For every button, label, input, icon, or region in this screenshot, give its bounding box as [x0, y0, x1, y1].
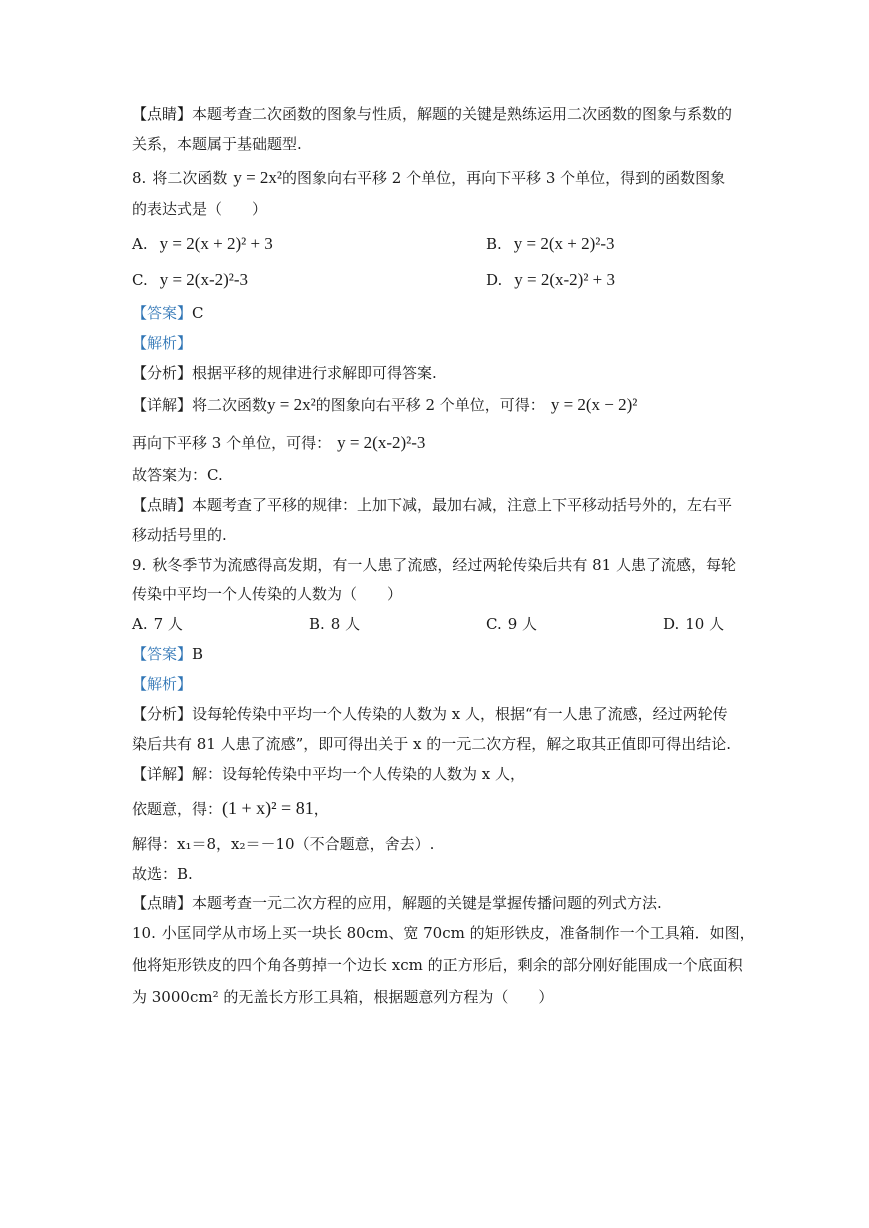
fenxi-tag: 【分析】: [132, 364, 193, 382]
q8-function: y = 2x²: [233, 168, 283, 187]
detail-text-2: 的图象向右平移 2 个单位，可得：: [315, 396, 545, 414]
q8-detail-line1: [132, 395, 637, 417]
fenxi-text: 根据平移的规律进行求解即可得答案.: [192, 364, 437, 382]
q8-answer: [132, 303, 204, 325]
question-number: 8.: [132, 169, 147, 187]
answer-value: C: [192, 304, 204, 322]
option-expr: y = 2(x-2)²-3: [159, 270, 249, 289]
q9-option-b: [309, 614, 360, 634]
answer-tag: 【答案】: [132, 304, 193, 322]
q9-stem-line1: [132, 555, 736, 577]
option-label: B.: [486, 235, 502, 253]
option-label: D.: [663, 615, 680, 633]
option-text: 8 人: [330, 615, 361, 633]
detail-function: y = 2x²: [267, 395, 316, 414]
q10-stem-line3: 为 3000cm² 的无盖长方形工具箱，根据题意列方程为（ ）: [132, 988, 554, 1006]
q9-option-d: [663, 614, 724, 634]
q9-conclusion: 故选：B.: [132, 865, 193, 883]
q8-remark-line1: [132, 495, 732, 517]
fenxi-tag: 【分析】: [132, 705, 193, 723]
remark-tag: 【点睛】: [132, 105, 193, 123]
option-text: 7 人: [153, 615, 183, 633]
option-label: B.: [309, 615, 325, 633]
q9-fenxi-line2: 染后共有 81 人患了流感”，即可得出关于 x 的一元二次方程，解之取其正值即可得出结论.: [132, 735, 732, 753]
q10-stem-line2: 他将矩形铁皮的四个角各剪掉一个边长 xcm 的正方形后，剩余的部分刚好能围成一个底面积: [132, 956, 743, 974]
q8-option-c: [132, 270, 248, 290]
q9-analysis-tag: 【解析】: [132, 675, 193, 693]
option-expr: y = 2(x + 2)² + 3: [159, 234, 273, 253]
q9-stem-line2: 传染中平均一个人传染的人数为（ ）: [132, 585, 403, 603]
q9-stem-text: 秋冬季节为流感得高发期，有一人患了流感，经过两轮传染后共有 81 人患了流感，每轮: [152, 556, 736, 574]
q9-answer: [132, 644, 203, 666]
q8-stem-line1: [132, 168, 725, 190]
q10-stem-line1: [132, 923, 755, 945]
q8-option-b: [486, 234, 615, 254]
equation: (1 + x)² = 81: [222, 798, 314, 818]
q8-stem-text-2: 的图象向右平移 2 个单位，再向下平移 3 个单位，得到的函数图象: [282, 169, 726, 187]
detail-tag: 【详解】: [132, 396, 193, 414]
option-expr: y = 2(x + 2)²-3: [513, 234, 615, 253]
option-text: 10 人: [685, 615, 725, 633]
option-label: D.: [486, 271, 503, 289]
q8-detail-line2: [132, 433, 425, 455]
detail-text: 再向下平移 3 个单位，可得：: [132, 434, 332, 452]
q8-option-d: [486, 270, 615, 290]
detail-text: 将二次函数: [192, 396, 268, 414]
answer-tag: 【答案】: [132, 645, 193, 663]
option-label: A.: [132, 615, 148, 633]
q10-stem-text: 小匡同学从市场上买一块长 80cm、宽 70cm 的矩形铁皮，准备制作一个工具箱．如图，: [161, 924, 755, 942]
q9-option-c: [486, 614, 537, 634]
equation-prefix: 依题意，得：: [132, 800, 223, 818]
q7-remark-text: 本题考查二次函数的图象与性质，解题的关键是熟练运用二次函数的图象与系数的: [192, 105, 733, 123]
q7-remark-line2: 关系，本题属于基础题型.: [132, 135, 302, 153]
equation-suffix: ，: [313, 800, 329, 818]
remark-tag: 【点睛】: [132, 496, 193, 514]
q8-remark-line2: 移动括号里的.: [132, 526, 227, 544]
remark-tag: 【点睛】: [132, 894, 193, 912]
answer-value: B: [192, 645, 204, 663]
q8-stem-text: 将二次函数: [152, 169, 228, 187]
q7-remark-line1: [132, 104, 732, 126]
q9-solve: 解得：x₁＝8，x₂＝－10（不合题意，舍去）.: [132, 835, 435, 853]
option-label: C.: [486, 615, 502, 633]
detail-tag: 【详解】: [132, 765, 193, 783]
q9-equation-line: [132, 798, 329, 820]
question-number: 10.: [132, 924, 156, 942]
detail-text: 解：设每轮传染中平均一个人传染的人数为 x 人，: [192, 765, 526, 783]
option-expr: y = 2(x-2)² + 3: [514, 270, 616, 289]
option-label: C.: [132, 271, 148, 289]
q9-fenxi-line1: [132, 704, 728, 726]
detail-result: y = 2(x − 2)²: [550, 395, 638, 414]
remark-text: 本题考查一元二次方程的应用，解题的关键是掌握传播问题的列式方法.: [192, 894, 662, 912]
q8-conclusion: 故答案为：C.: [132, 466, 223, 484]
q9-remark: [132, 893, 662, 915]
fenxi-text: 设每轮传染中平均一个人传染的人数为 x 人，根据“有一人患了流感，经过两轮传: [192, 705, 728, 723]
q8-analysis-tag: 【解析】: [132, 334, 193, 352]
remark-text: 本题考查了平移的规律：上加下减，最加右减，注意上下平移动括号外的，左右平: [192, 496, 733, 514]
q8-stem-line2: 的表达式是（ ）: [132, 200, 268, 218]
question-number: 9.: [132, 556, 147, 574]
option-text: 9 人: [507, 615, 538, 633]
q8-option-a: [132, 234, 273, 254]
detail-result: y = 2(x-2)²-3: [337, 433, 426, 452]
q8-fenxi: [132, 363, 437, 385]
option-label: A.: [132, 235, 148, 253]
q9-detail-line1: [132, 764, 525, 786]
q9-option-a: [132, 614, 183, 634]
